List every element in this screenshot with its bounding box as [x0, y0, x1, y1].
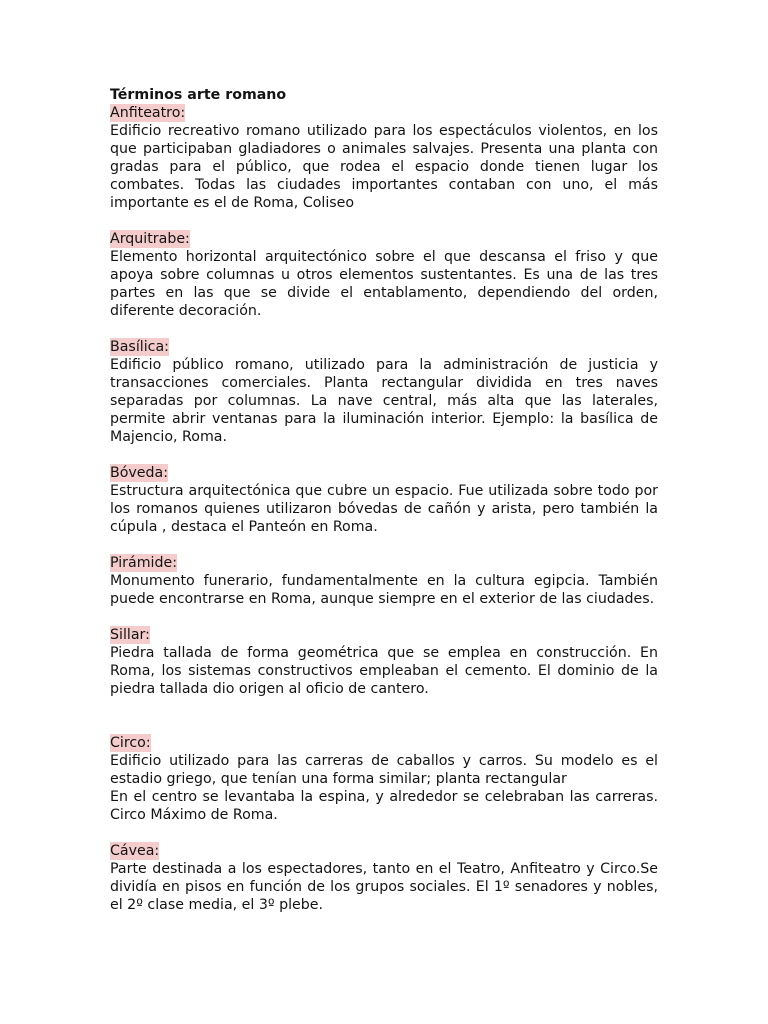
entry-piramide	[110, 554, 658, 608]
definition-sillar: Piedra tallada de forma geométrica que se emplea en construcción. En Roma, los sistemas constructivos empleaban el cemento. El dominio de la piedra tallada dio origen al oficio de cantero.	[110, 645, 658, 697]
entry-sillar	[110, 626, 658, 698]
entry-circo	[110, 734, 658, 824]
definition-circo: Edificio utilizado para las carreras de caballos y carros. Su modelo es el estadio griego, que tenían una forma similar; planta rectangular	[110, 753, 658, 787]
term-circo: Circo:	[110, 735, 151, 751]
term-arquitrabe: Arquitrabe:	[110, 231, 190, 247]
entry-anfiteatro	[110, 104, 658, 212]
entry-arquitrabe	[110, 230, 658, 320]
term-cavea: Cávea:	[110, 843, 160, 859]
document-page	[110, 86, 658, 932]
entry-basilica	[110, 338, 658, 446]
term-sillar: Sillar:	[110, 627, 150, 643]
definition-circo-continued: En el centro se levantaba la espina, y alrededor se celebraban las carreras. Circo Máximo de Roma.	[110, 789, 658, 823]
definition-anfiteatro: Edificio recreativo romano utilizado para los espectáculos violentos, en los que participaban gladiadores o animales salvajes. Presenta una planta con gradas para el público, que rodea el espacio donde tienen lugar los combates. Todas las ciudades importantes contaban con uno, el más importante es el de Roma, Coliseo	[110, 123, 658, 211]
definition-basilica: Edificio público romano, utilizado para la administración de justicia y transacciones comerciales. Planta rectangular dividida en tres naves separadas por columnas. La nave central, más alta que las laterales, permite abrir ventanas para la iluminación interior. Ejemplo: la basílica de Majencio, Roma.	[110, 357, 658, 445]
document-title: Términos arte romano	[110, 87, 287, 103]
definition-cavea: Parte destinada a los espectadores, tanto en el Teatro, Anfiteatro y Circo.Se dividía en pisos en función de los grupos sociales. El 1º senadores y nobles, el 2º clase media, el 3º plebe.	[110, 861, 658, 913]
definition-arquitrabe: Elemento horizontal arquitectónico sobre el que descansa el friso y que apoya sobre columnas u otros elementos sustentantes. Es una de las tres partes en las que se divide el entablamento, dependiendo del orden, diferente decoración.	[110, 249, 658, 319]
entry-cavea	[110, 842, 658, 914]
entry-boveda	[110, 464, 658, 536]
term-anfiteatro: Anfiteatro:	[110, 105, 186, 121]
term-boveda: Bóveda:	[110, 465, 169, 481]
term-piramide: Pirámide:	[110, 555, 177, 571]
definition-piramide: Monumento funerario, fundamentalmente en la cultura egipcia. También puede encontrarse en Roma, aunque siempre en el exterior de las ciudades.	[110, 573, 658, 607]
term-basilica: Basílica:	[110, 339, 169, 355]
definition-boveda: Estructura arquitectónica que cubre un espacio. Fue utilizada sobre todo por los romanos quienes utilizaron bóvedas de cañón y arista, pero también la cúpula , destaca el Panteón en Roma.	[110, 483, 658, 535]
